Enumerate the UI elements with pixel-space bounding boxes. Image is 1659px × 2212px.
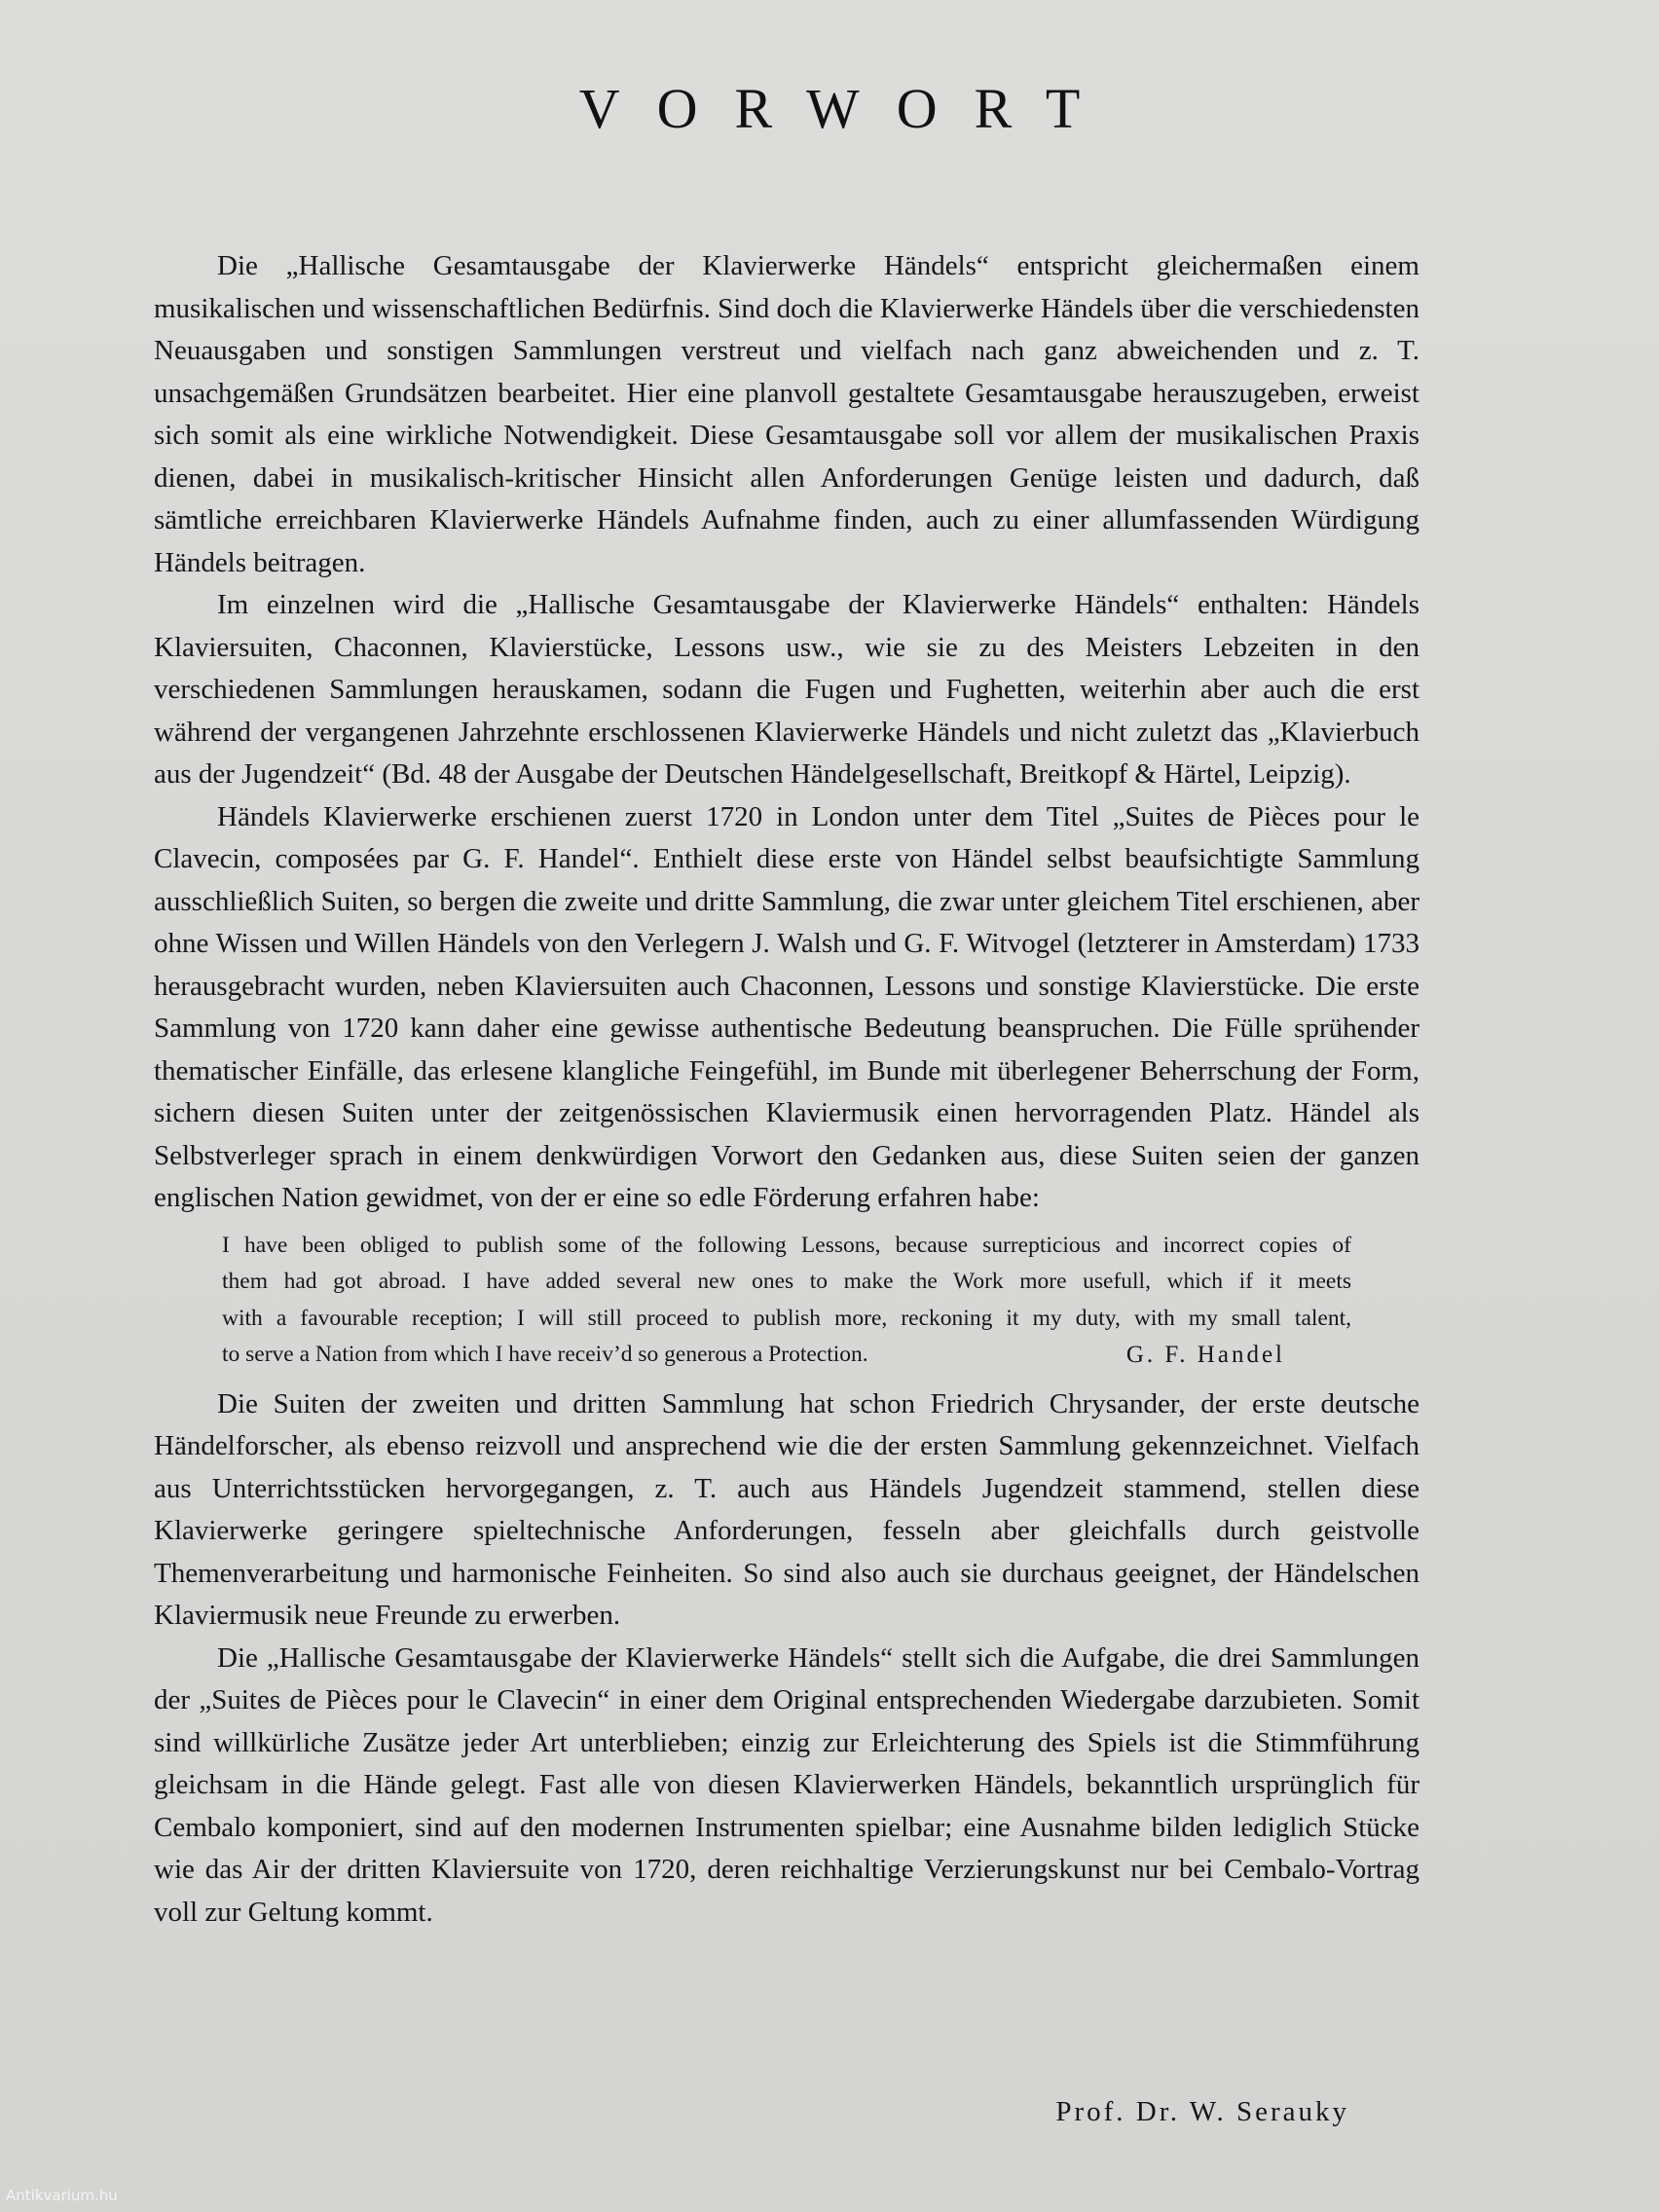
quote-line-4: to serve a Nation from which I have receiv’d so generous a Protection. — [222, 1342, 868, 1367]
quote-line-3: with a favourable reception; I will still proceed to publish more, reckoning it my duty, with my small talent, — [222, 1305, 1351, 1331]
paragraph-1: Die „Hallische Gesamtausgabe der Klavierwerke Händels“ entspricht gleichermaßen einem musikalischen und wissenschaftlichen Bedürfnis. Sind doch die Klavierwerke Händels über die verschiedensten Neuausgaben und sonstigen Sammlungen verstreut und vielfach nach ganz abweichenden und z. T. unsachgemäßen Grundsätzen bearbeitet. Hier eine planvoll gestaltete Gesamtausgabe herauszugeben, erweist sich somit als eine wirkliche Notwendigkeit. Diese Gesamtausgabe soll vor allem der musikalischen Praxis dienen, dabei in musikalisch-kritischer Hinsicht allen Anforderungen Genüge leisten und dadurch, daß sämtliche erreichbaren Klavierwerke Händels Aufnahme finden, auch zu einer allumfassenden Würdigung Händels beitragen. — [154, 250, 1419, 578]
paragraph-4: Die Suiten der zweiten und dritten Sammlung hat schon Friedrich Chrysander, der erste deutsche Händelforscher, als ebenso reizvoll und ansprechend wie die der ersten Sammlung gekennzeichnet. Vielfach aus Unterrichtsstücken hervorgegangen, z. T. auch aus Händels Jugendzeit stammend, stellen diese Klavierwerke geringere spieltechnische Anforderungen, fesseln aber gleichfalls durch geistvolle Themenverarbeitung und harmonische Feinheiten. So sind also auch sie durchaus geeignet, der Händelschen Klaviermusik neue Freunde zu erwerben. — [154, 1387, 1419, 1631]
handel-quote — [222, 1228, 1351, 1374]
paragraph-5: Die „Hallische Gesamtausgabe der Klavierwerke Händels“ stellt sich die Aufgabe, die drei Sammlungen der „Suites de Pièces pour le Clavecin“ in einer dem Original entsprechenden Wiedergabe darzubieten. Somit sind willkürliche Zusätze jeder Art unterblieben; einzig zur Erleichterung des Spiels ist die Stimmführung gleichsam in die Hände gelegt. Fast alle von diesen Klavierwerken Händels, bekanntlich ursprünglich für Cembalo komponiert, sind auf den modernen Instrumenten spielbar; eine Ausnahme bilden lediglich Stücke wie das Air der dritten Klaviersuite von 1720, deren reichhaltige Verzierungskunst nur bei Cembalo-Vortrag voll zur Geltung kommt. — [154, 1641, 1419, 1928]
author-signature: Prof. Dr. W. Serauky — [1055, 2096, 1349, 2127]
watermark: Antikvarium.hu — [6, 2187, 118, 2204]
paragraph-2: Im einzelnen wird die „Hallische Gesamtausgabe der Klavierwerke Händels“ enthalten: Händels Klaviersuiten, Chaconnen, Klavierstücke, Lessons usw., wie sie zu des Meisters Lebzeiten in den verschiedenen Sammlungen herauskamen, sodann die Fugen und Fughetten, weiterhin aber auch die erst während der vergangenen Jahrzehnte erschlossenen Klavierwerke Händels und nicht zuletzt das „Klavierbuch aus der Jugendzeit“ (Bd. 48 der Ausgabe der Deutschen Händelgesellschaft, Breitkopf & Härtel, Leipzig). — [154, 589, 1419, 790]
foreword-body — [154, 245, 1419, 1934]
page-title: VORWORT — [578, 77, 1118, 140]
quote-line-1: I have been obliged to publish some of the following Lessons, because surrepticious and incorrect copies of — [222, 1232, 1351, 1258]
quote-author: G. F. Handel — [1125, 1342, 1285, 1368]
paragraph-3: Händels Klavierwerke erschienen zuerst 1720 in London unter dem Titel „Suites de Pièces pour le Clavecin, composées par G. F. Handel“. Enthielt diese erste von Händel selbst beaufsichtigte Sammlung ausschließlich Suiten, so bergen die zweite und dritte Sammlung, die zwar unter gleichem Titel erschienen, aber ohne Wissen und Willen Händels von den Verlegern J. Walsh und G. F. Witvogel (letzterer in Amsterdam) 1733 herausgebracht wurden, neben Klaviersuiten auch Chaconnen, Lessons und sonstige Klavierstücke. Die erste Sammlung von 1720 kann daher eine gewisse authentische Bedeutung beanspruchen. Die Fülle sprühender thematischer Einfälle, das erlesene klangliche Feingefühl, im Bunde mit überlegener Beherrschung der Form, sichern diesen Suiten unter der zeitgenössischen Klaviermusik einen hervorragenden Platz. Händel als Selbstverleger sprach in einem denkwürdigen Vorwort den Gedanken aus, diese Suiten seien der ganzen englischen Nation gewidmet, von der er eine so edle Förderung erfahren habe: — [154, 800, 1419, 1213]
quote-line-2: them had got abroad. I have added several new ones to make the Work more usefull, which if it meets — [222, 1269, 1351, 1294]
